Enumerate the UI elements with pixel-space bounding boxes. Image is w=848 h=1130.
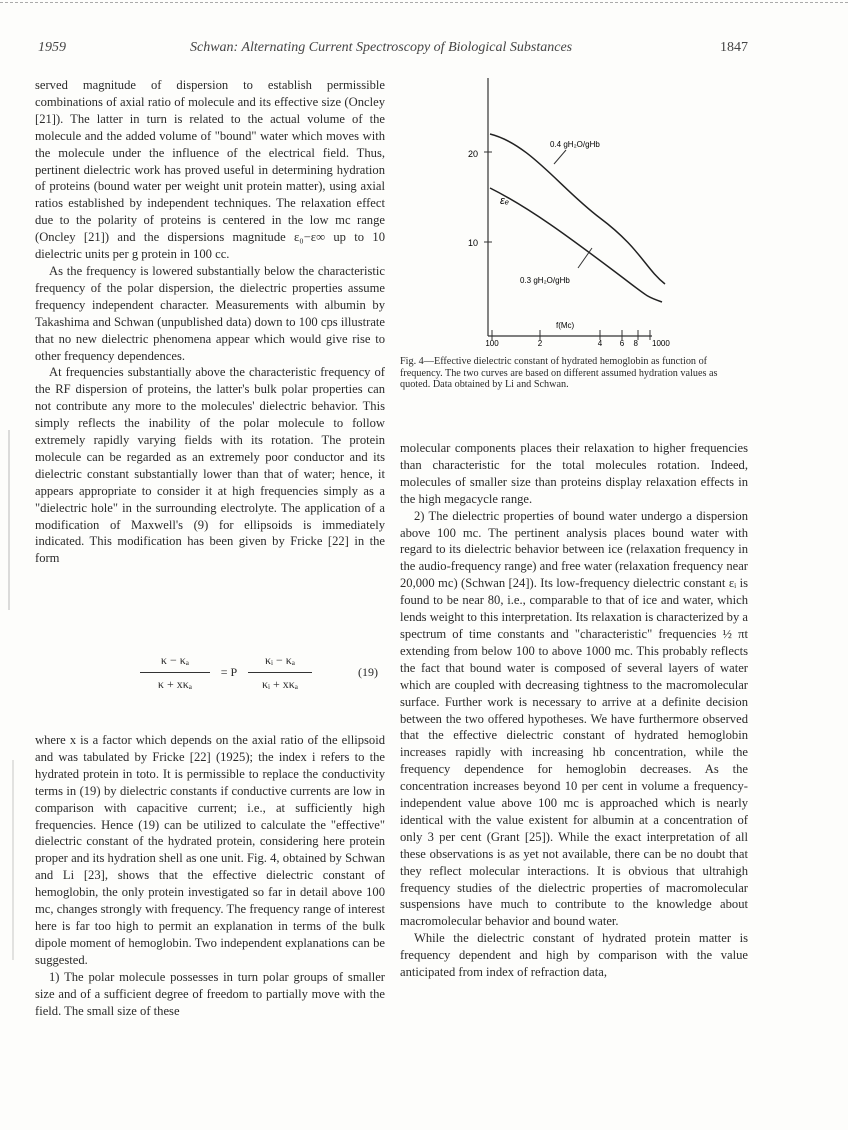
eq-number: (19)	[358, 665, 378, 679]
figure-4-caption	[400, 356, 750, 391]
paragraph: molecular components places their relaxation to higher frequencies than characteristic for the total molecules rotation. Indeed, molecules of smaller size than proteins display relaxation effects in the high megacycle range.	[400, 441, 748, 506]
figure-4-plot	[467, 68, 710, 350]
header-year: 1959	[38, 40, 66, 55]
paragraph: At frequencies substantially above the characteristic frequency of the RF dispersion of proteins, the latter's bulk polar properties can not contribute any more to the molecules' dielectric behavior. This simply reflects the inability of the polar molecule to follow extremely rapidly varying fields with its rotation. The protein molecule can be regarded as an extremely poor conductor and its dielectric constant substantially lower than that of water; hence, it appears appropriate to consider it at high frequencies simply as a "dielectric hole" in the surrounding electrolyte. The application of a modification of Maxwell's (9) for ellipsoids is immediately indicated. This modification has been given by Fricke [22] in the form	[35, 365, 385, 566]
curve-lower-leader	[578, 248, 592, 268]
paragraph: where x is a factor which depends on the axial ratio of the ellipsoid and was tabulated by Fricke [22] (1925); the index i refers to the hydrated protein in toto. It is permissible to replace the conductivity terms in (19) by dielectric constants if conductive currents are low in comparison with capacitive current; i.e., at sufficiently high frequencies. Hence (19) can be utilized to calculate the "effective" dielectric constant of the hydrated protein, considering here protein proper and its hydration shell as one unit. Fig. 4, obtained by Schwan and Li [23], shows that the effective dielectric constant of hemoglobin, the only protein investigated so far in detail above 100 mc, changes strongly with frequency. The frequency range of interest here is far too high to permit an explanation in terms of the bulk dipole moment of hemoglobin. Two independent explanations can be suggested.	[35, 733, 385, 967]
equation-19	[140, 653, 390, 713]
x-tick-label-8: 8	[633, 339, 638, 348]
top-rule	[0, 2, 848, 3]
paragraph: As the frequency is lowered substantially below the characteristic frequency of the polar dispersion, the dielectric properties assume frequency independent character. Measurements with albumin by Takashima and Schwan (unpublished data) down to 100 cps illustrate that no new dielectric phenomena appear which would give rise to other frequency dependences.	[35, 263, 385, 363]
paragraph: While the dielectric constant of hydrated protein matter is frequency dependent and high by comparison with the value anticipated from index of refraction data,	[400, 931, 748, 980]
x-tick-label-1000: 1000	[652, 339, 670, 348]
curve-lower-label: 0.3 gH₂O/gHb	[520, 276, 570, 285]
x-axis-symbol: f(Mc)	[556, 321, 575, 330]
paragraph: served magnitude of dispersion to establish permissible combinations of axial ratio of molecule and its effective size (Oncley [21]). The latter in turn is related to the actual volume of the molecule and the added volume of "bound" water which moves with the molecule under the influence of the electrical field. Thus, pertinent dielectric work has proved useful in determining hydration of proteins (bound water per weight unit protein matter), using axial ratios established by independent techniques. The relaxation effect due to the polarity of proteins is centered in the low mc range (Oncley [21]) and the dispersions magnitude ε₀−ε∞ up to 10 dielectric units per g protein in 100 cc.	[35, 78, 385, 262]
eq-rhs-numerator: κᵢ − κₐ	[264, 653, 296, 667]
scan-margin-mark	[12, 760, 14, 960]
eq-lhs-numerator: κ − κₐ	[160, 653, 190, 667]
curve-upper-leader	[554, 150, 566, 164]
eq-rhs-denominator: κᵢ + xκₐ	[261, 677, 299, 691]
x-tick-label-2: 2	[537, 339, 543, 348]
scan-margin-mark	[8, 430, 10, 610]
y-tick-label-10: 10	[467, 238, 478, 248]
y-tick-label-20: 20	[467, 149, 478, 159]
y-axis-symbol: εₑ	[500, 195, 510, 207]
figure-4	[467, 68, 710, 350]
x-tick-label-100: 100	[485, 339, 499, 348]
caption-label: Fig. 4—	[400, 356, 434, 367]
eq-lhs-denominator: κ + xκₐ	[157, 677, 193, 691]
paragraph: 2) The dielectric properties of bound water undergo a dispersion above 100 mc. The pertinent analysis places bound water with regard to its dielectric behavior between ice (relaxation frequency in the audio-frequency range) and free water (relaxation frequency near 20,000 mc) (Schwan [24]). Its low-frequency dielectric constant εᵢ is found to be near 80, i.e., comparable to that of ice and water, which lends weight to this interpretation. Its relaxation is characterized by a spectrum of time constants and "characteristic" frequencies ½ πt extending from below 100 to above 1000 mc. This probably reflects the fact that bound water is composed of several layers of water which are coupled with decreasing tightness to the macromolecular surface. Further work is necessary to arrive at a definite decision between the two offered hypotheses. We have furthermore observed that the effective dielectric constant of hydrated hemoglobin increases rapidly with increasing hb concentration, while the frequency dependence for hemoglobin decreases. As the concentration increases beyond 10 per cent in volume a frequency-independent value above 100 mc is approached which is nearly identical with the value existent for albumin at a concentration of only 3 per cent (Grant [25]). While the exact interpretation of all these observations is as yet not available, there can be no doubt that they reflect molecular interactions. It is obvious that ultrahigh frequency studies of the dielectric properties of macromolecular suspensions have much to contribute to the knowledge about macromolecular behavior and bound water.	[400, 508, 748, 929]
curve-0.4	[490, 134, 665, 284]
eq-lhs-fraction-bar	[140, 672, 210, 673]
right-column	[400, 440, 748, 981]
curve-0.3	[490, 188, 662, 302]
left-column-upper	[35, 77, 385, 567]
page-header	[0, 40, 848, 62]
curve-upper-label: 0.4 gH₂O/gHb	[550, 140, 600, 149]
caption-text: Effective dielectric constant of hydrated hemoglobin as function of frequency. The two curves are based on different assumed hydration values as quoted. Data obtained by Li and Schwan.	[400, 356, 718, 391]
eq-rhs-fraction-bar	[248, 672, 312, 673]
running-title: Schwan: Alternating Current Spectroscopy of Biological Substances	[190, 40, 573, 55]
page-number: 1847	[720, 40, 748, 55]
left-column-lower	[35, 732, 385, 1019]
eq-equals-p: = P	[220, 665, 238, 679]
x-tick-label-6: 6	[619, 339, 625, 348]
x-tick-label-4: 4	[597, 339, 603, 348]
paragraph: 1) The polar molecule possesses in turn polar groups of smaller size and of a sufficient degree of freedom to partially move with the field. The small size of these	[35, 969, 385, 1018]
